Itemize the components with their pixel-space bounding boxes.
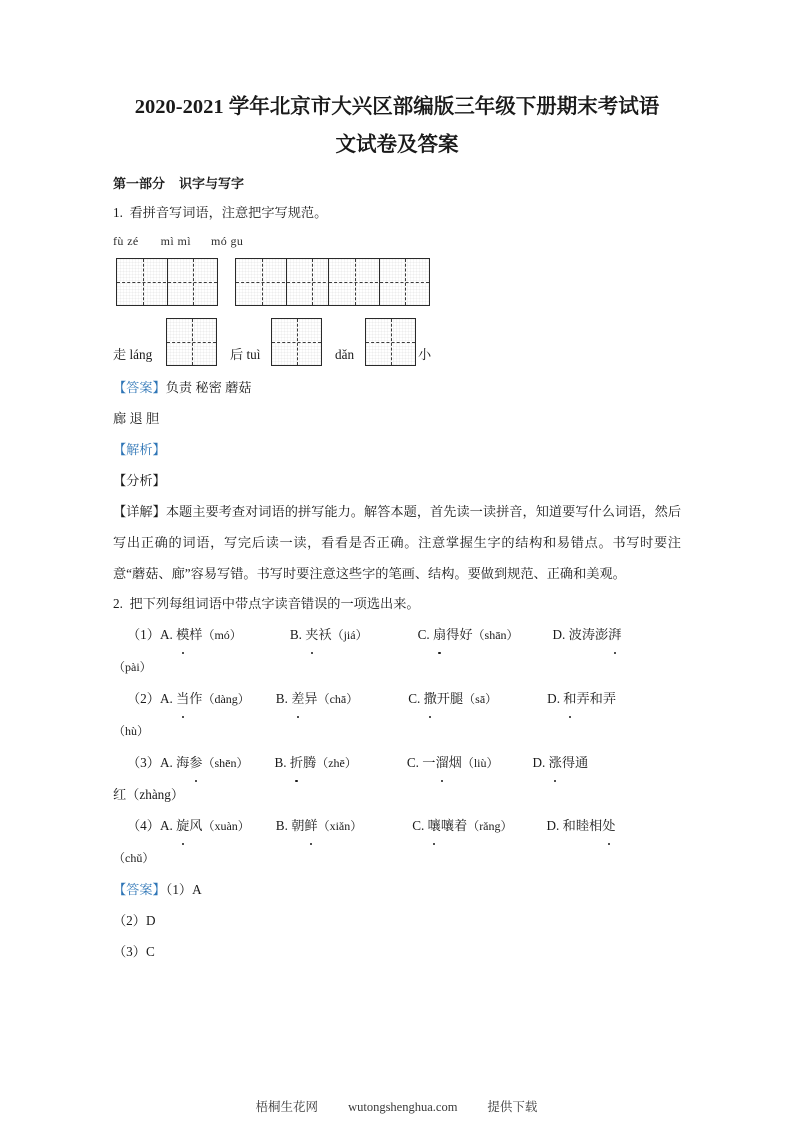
option-a-post: 风 [189,818,203,833]
page-title-line2: 文试卷及答案 [335,134,459,156]
item-4-wrap-pinyin: （chǔ） [113,851,155,865]
option-b[interactable] [290,627,368,642]
option-c[interactable] [418,627,519,642]
question-1-analysis-marker-row [113,465,681,496]
grid-dash-h [167,342,216,343]
question-2-item-4 [113,810,681,842]
detail-marker: 【详解】 [113,504,166,519]
grid-solid-v [286,259,287,305]
option-d-letter: D. [546,818,560,833]
option-b-pinyin: （zhē） [316,756,357,770]
item-1-wrap-pinyin: （pài） [113,660,152,674]
option-d-pre: 波涛澎 [568,627,609,642]
question-2-item-2-wrap [113,715,681,747]
grid-label-zoulang: 走 láng [113,347,153,362]
pinyin-row-1 [113,228,681,254]
footer-note: 提供下载 [487,1100,538,1114]
option-a-pre: 海 [176,755,190,770]
option-c-post: 烟 [448,755,462,770]
option-c-dotchar: 溜 [435,747,448,778]
section-heading [113,170,681,198]
item-label: （4） [127,818,160,833]
question-2-answer-3: （3）C [113,944,155,959]
option-b-pinyin: （xiǎn） [317,819,363,833]
writing-grid-box-2[interactable] [235,258,337,306]
option-d-dotchar: 和 [563,683,576,714]
option-b-letter: B. [289,627,302,642]
option-b-pinyin: （jiá） [331,628,368,642]
option-d[interactable] [533,755,589,770]
option-d-letter: D. [532,755,546,770]
item-label: （3） [127,755,160,770]
writing-grid-box-6[interactable] [365,318,416,366]
option-c-dotchar: 撒 [424,683,437,714]
item-3-wrap-text: 红（zhàng） [113,787,185,802]
option-c-post: 嚷着 [440,818,468,833]
option-b-post: 异 [304,691,318,706]
option-a-letter: A. [159,755,173,770]
question-1-detail [113,496,681,589]
option-a-dotchar: 参 [189,747,202,778]
analysis-marker: 【分析】 [113,473,166,488]
item-2-wrap-pinyin: （hù） [113,724,150,738]
option-b-post: 腾 [303,755,317,770]
answer-marker: 【答案】 [113,882,166,897]
option-b[interactable] [276,691,358,706]
option-b-letter: B. [275,818,288,833]
question-1-explain-marker-row [113,434,681,465]
option-a-post: 样 [189,627,203,642]
grid-dash-h [366,342,415,343]
question-2-answer [113,874,681,905]
option-d-letter: D. [552,627,566,642]
grid-solid-v [379,259,380,305]
option-b[interactable] [276,818,362,833]
question-1-answer-line2: 廊 退 胆 [113,411,160,426]
page-footer [0,1097,793,1115]
writing-grid-row-1 [113,258,681,308]
question-2-item-3 [113,747,681,779]
option-b-pinyin: （chā） [317,692,359,706]
option-a-pinyin: （mó） [202,628,242,642]
option-a-dotchar: 模 [176,619,189,650]
option-d[interactable] [547,691,616,706]
option-c-pinyin: （rǎng） [467,819,513,833]
option-a-pinyin: （shēn） [202,756,249,770]
question-1-answer-line1: 负责 秘密 蘑菇 [165,380,252,395]
option-d-post: 得通 [561,755,589,770]
option-a[interactable] [160,755,249,770]
option-a-pinyin: （dàng） [202,692,250,706]
question-2-item-1 [113,619,681,651]
option-c-post: 得好 [446,627,473,642]
pinyin-mogu: mó gu [211,234,244,248]
pinyin-mimi: mì mì [160,234,191,248]
option-c-post: 开腿 [436,691,464,706]
option-d-dotchar: 涨 [549,747,562,778]
writing-grid-row-2 [113,316,681,372]
option-c-letter: C. [408,691,421,706]
option-a-letter: A. [159,627,173,642]
question-2-stem [113,589,681,619]
section-name: 识字与写字 [179,176,245,191]
grid-label-houtui: 后 tuì [230,347,261,362]
grid-label-dan: dǎn [335,347,355,362]
question-2-number: 2. [113,596,123,611]
question-2-item-3-wrap [113,779,681,810]
footer-site-name: 梧桐生花网 [255,1100,319,1114]
footer-url: wutongshenghua.com [348,1100,458,1114]
option-a-letter: A. [159,818,173,833]
question-1-text: 看拼音写词语，注意把字写规范。 [129,205,328,220]
option-c-pinyin: （shān） [472,628,519,642]
question-1-answer-line2-row [113,403,681,434]
option-c-pre: 一 [422,755,436,770]
option-a-dotchar: 当 [176,683,189,714]
question-2-item-1-wrap [113,651,681,683]
writing-grid-box-4[interactable] [166,318,217,366]
option-d-dotchar: 湃 [608,619,621,650]
section-label: 第一部分 [113,176,166,191]
page-title-line1: 2020-2021 学年北京市大兴区部编版三年级下册期末考试语 [134,96,660,118]
question-2-item-2 [113,683,681,715]
question-2-answer-1: （1）A [165,882,202,897]
document-content [113,88,681,967]
explain-marker: 【解析】 [113,442,166,457]
option-d-post: 弄和弄 [576,691,617,706]
option-a-dotchar: 旋 [176,810,189,841]
option-c-pinyin: （liù） [461,756,499,770]
option-a-letter: A. [159,691,173,706]
option-a[interactable] [160,627,242,642]
item-label: （2） [127,691,160,706]
option-a-post: 作 [189,691,203,706]
option-b-pre: 朝 [291,818,305,833]
option-d[interactable] [553,627,622,642]
option-c-letter: C. [417,627,430,642]
question-1-answer [113,372,681,403]
option-b-letter: B. [275,691,288,706]
pinyin-fuze: fù zé [113,234,139,248]
option-a[interactable] [160,818,250,833]
question-2-answer-2: （2）D [113,913,156,928]
question-1-stem [113,198,681,228]
option-d[interactable] [547,818,616,833]
option-c-letter: C. [406,755,419,770]
answer-marker: 【答案】 [113,380,166,395]
question-2-answer-3-row [113,936,681,967]
option-b[interactable] [274,755,356,770]
option-c[interactable] [407,755,499,770]
question-1-number: 1. [113,205,123,220]
grid-dash-h [272,342,321,343]
option-d-letter: D. [547,691,560,706]
writing-grid-box-5[interactable] [271,318,322,366]
option-b-post: 袄 [318,627,332,642]
option-d-pre: 和睦相 [562,818,603,833]
option-b-letter: B. [274,755,287,770]
option-d-dotchar: 处 [602,810,615,841]
writing-grid-box-1[interactable] [116,258,218,306]
option-a[interactable] [160,691,250,706]
page-title [113,88,681,164]
option-b-dotchar: 鲜 [304,810,317,841]
option-c-dotchar: 嚷 [428,810,441,841]
option-c-letter: C. [412,818,425,833]
question-2-text: 把下列每组词语中带点字读音错误的一项选出来。 [129,596,420,611]
writing-grid-box-3[interactable] [328,258,430,306]
option-b-dotchar: 折 [290,747,303,778]
detail-text: 本题主要考查对词语的拼写能力。解答本题，首先读一读拼音，知道要写什么词语，然后写出正确的词语，写完后读一读，看看是否正确。注意掌握生字的结构和易错点。书写时要注意“蘑菇、廊”容易写错。书写时要注意这些字的笔画、结构。要做到规范、正确和美观。 [113,504,682,581]
option-b-dotchar: 夹 [305,619,318,650]
grid-solid-v [167,259,168,305]
option-c-dotchar: 扇 [433,619,446,650]
question-2-answer-2-row [113,905,681,936]
grid-label-xiao: 小 [418,347,432,362]
item-label: （1） [127,627,160,642]
option-c[interactable] [412,818,512,833]
option-c[interactable] [408,691,497,706]
option-a-pinyin: （xuàn） [202,819,250,833]
question-2-item-4-wrap [113,842,681,874]
option-c-pinyin: （sā） [463,692,498,706]
option-b-dotchar: 差 [291,683,304,714]
